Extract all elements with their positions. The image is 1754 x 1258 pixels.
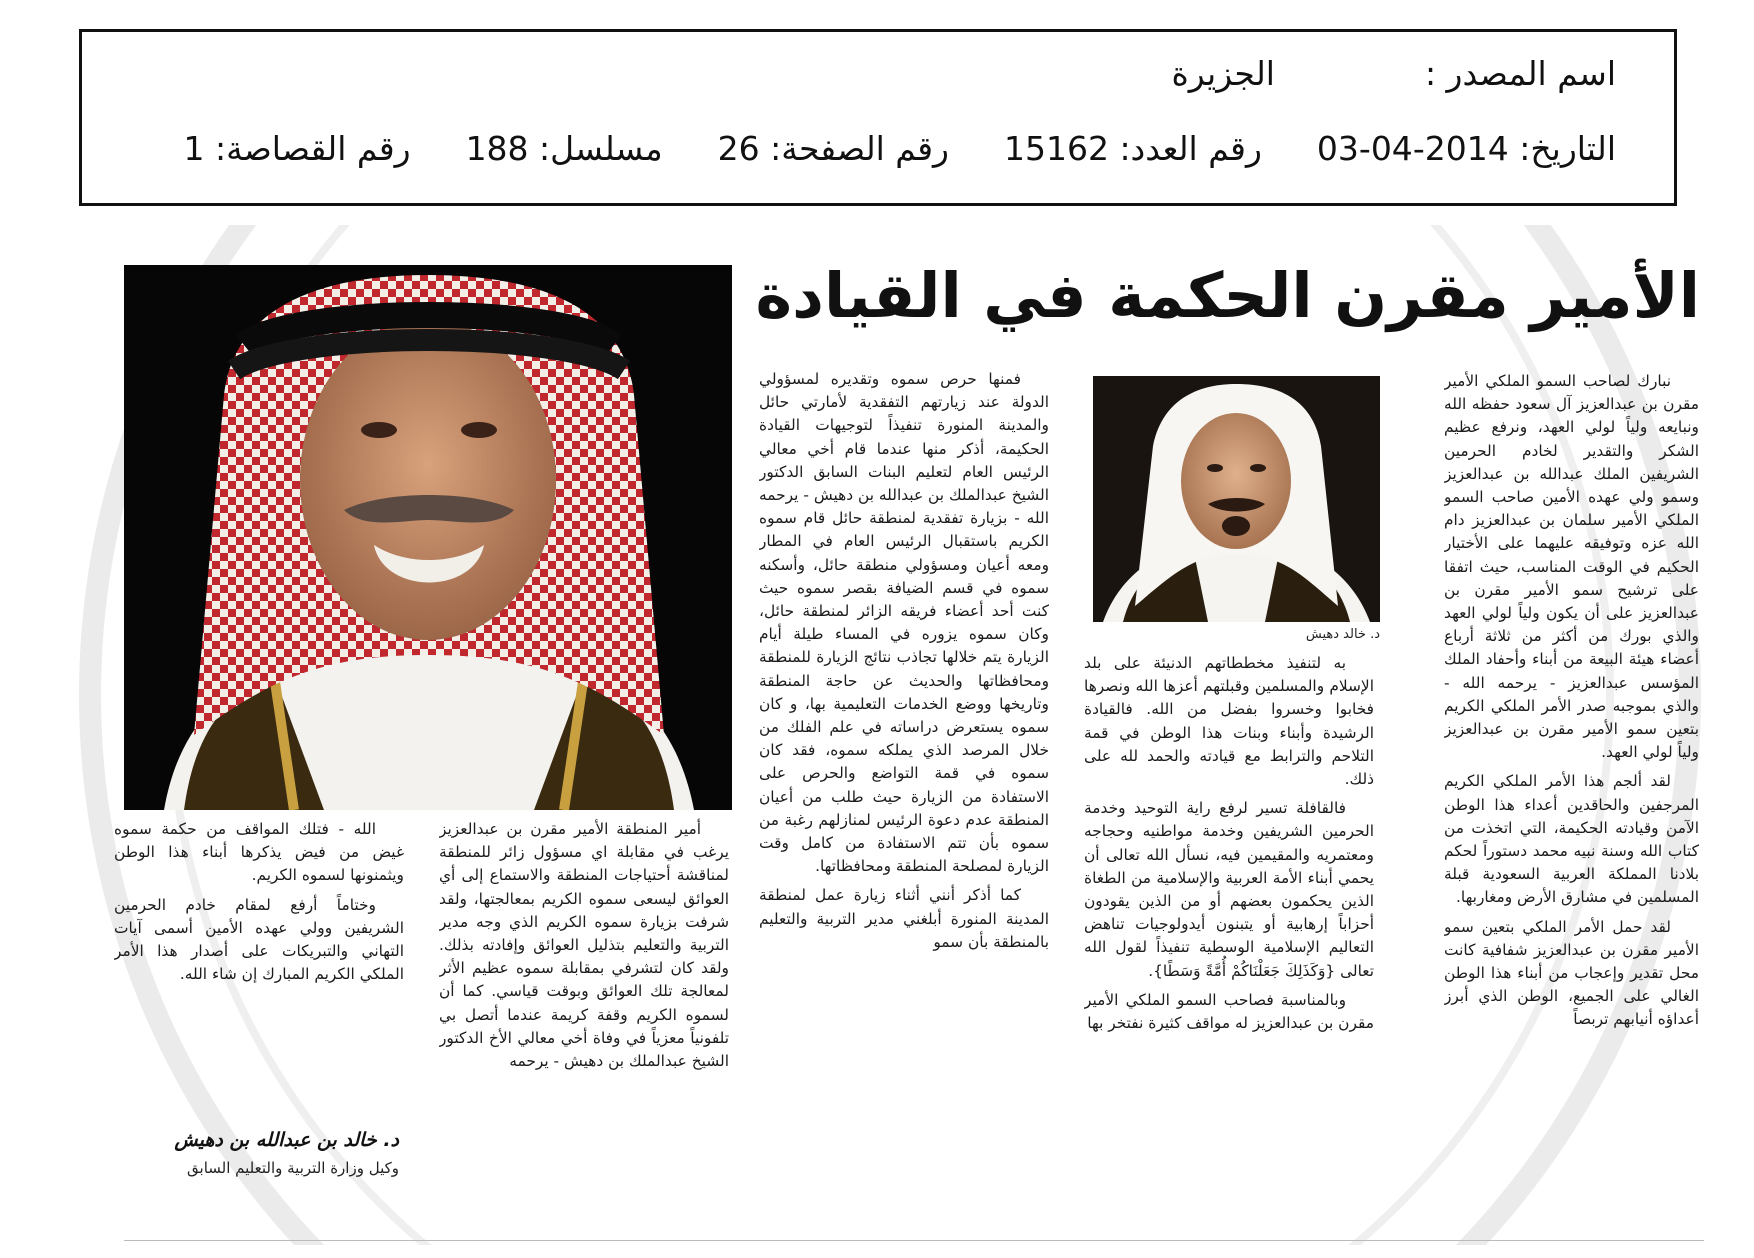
portrait-icon [124,265,732,810]
date-field: التاريخ: 2014-04-03 [1316,129,1616,168]
article-column-2 [1084,652,1374,1248]
source-row [1172,54,1616,93]
paragraph: أمير المنطقة الأمير مقرن بن عبدالعزيز يرغب في مقابلة اي مسؤول زائر للمنطقة لمناقشة أحتياجات المنطقة والاستماع إلى أي العوائق ليسعى سموه الكريم بمعالجتها، ولقد شرفت بزيارة سموه الكريم الذي وجه مدير التربية والتعليم بتذليل العوائق وإفادته بذلك. ولقد كان لتشرفي بمقابلة سموه عظيم الأثر لمعالجة تلك العوائق وبوقت قياسي. كما أن لسموه الكريم وقفة كريمة عندما أتصل بي تلفونياً معزياً في وفاة أخي معالي الأخ الدكتور الشيخ عبدالملك بن دهيش - يرحمه [439,820,729,1071]
portrait-photo-main [124,265,732,810]
article-column-1 [1444,370,1699,1248]
paragraph: الله - فتلك المواقف من حكمة سموه غيض من فيض يذكرها أبناء هذا الوطن ويثمنونها لسموه الكريم. [114,820,404,885]
paragraph: كما أذكر أنني أثناء زيارة عمل لمنطقة المدينة المنورة أبلغني مدير التربية والتعليم بالمنطقة بأن سمو [759,886,1049,951]
article-column-4 [439,818,729,1248]
bottom-divider [124,1240,1704,1241]
paragraph: فمنها حرص سموه وتقديره لمسؤولي الدولة عند زيارتهم التفقدية لأمارتي حائل والمدينة المنورة تنفيذاً لتوجيهات القيادة الحكيمة، أذكر منها عندما قام أخي معالي الرئيس العام لتعليم البنات السابق الدكتور الشيخ عبدالملك بن عبدالله بن دهيش - يرحمه الله - بزيارة تفقدية لمنطقة حائل قام سموه الكريم باستقبال الرئيس العام في المطار ومعه أعيان ومسؤولي منطقة حائل، وأسكنه سموه في قسم الضيافة بقصر سموه حيث كنت أحد أعضاء فريقه الزائر لمنطقة حائل، وكان سموه يزوره في المساء طيلة أيام الزيارة يتم خلالها تجاذب نتائج الزيارة للمنطقة ومحافظاتها والحديث عن حاجة المنطقة وتاريخها ووضع الخدمات التعليمية بها، و كان سموه يستعرض دراساته في علم الفلك من خلال المرصد الذي يملكه سموه، فقد كان سموه في قمة التواضع والحرص على الاستفادة من الزيارة حيث طلب من أعيان المنطقة عدم دعوة الرئيس لمنازلهم رغبة من سموه بأن تتم الاستفادة من كامل وقت الزيارة لمصلحة المنطقة ومحافظاتها. [759,370,1049,876]
photo-caption: د. خالد دهيش [1305,627,1380,642]
source-label: اسم المصدر : [1424,54,1616,93]
serial-field: مسلسل: 188 [465,129,663,168]
issue-field: رقم العدد: 15162 [1003,129,1262,168]
paragraph: وختاماً أرفع لمقام خادم الحرمين الشريفين وولي عهده الأمين أسمى آيات التهاني والتبريكات على أصدار هذا الأمر الملكي الكريم المبارك إن شاء الله. [114,895,404,984]
article-column-3 [759,368,1049,1248]
paragraph: نبارك لصاحب السمو الملكي الأمير مقرن بن عبدالعزيز آل سعود حفظه الله ونبايعه ولياً لولي العهد، ونرفع عظيم الشكر والتقدير لخادم الحرمين الشريفين الملك عبدالله بن عبدالعزيز وسمو ولي عهده الأمين صاحب السمو الملكي الأمير سلمان بن عبدالعزيز دام الله عزه وتوفيقه عليهما على الأختيار الحكيم في الوقت المناسب، حيث اتفقا على ترشيح سمو الأمير مقرن بن عبدالعزيز على أن يكون ولياً لولي العهد والذي بورك من أكثر من ثلاثة أرباع أعضاء هيئة البيعة من أبناء وأحفاد الملك المؤسس عبدالعزيز - يرحمه الله - والذي بموجبه صدر الأمر الملكي الكريم بتعين سمو الأمير مقرن بن عبدالعزيز ولياً لولي العهد. [1444,372,1699,762]
article-column-5 [114,818,404,1158]
article-headline: الأمير مقرن الحكمة في القيادة [755,259,1700,332]
paragraph: فالقافلة تسير لرفع راية التوحيد وخدمة الحرمين الشريفين وخدمة مواطنيه وحجاجه ومعتمريه والمقيمين فيه، نسأل الله تعالى أن يحمي أبناء الأمة العربية والإسلامية من الطغاة الذين يحكمون بعضهم أو من الذين يقودون أحزاباً إرهابية أو يتبنون أيدولوجيات تناهض التعاليم الإسلامية الوسطية تنفيذاً لقول الله تعالى {وَكَذَلِكَ جَعَلْنَاكُمْ أُمَّةً وَسَطًا}. [1084,799,1374,980]
page-field: رقم الصفحة: 26 [717,129,949,168]
clipping-metadata-box [79,29,1677,206]
author-signature [109,1127,399,1179]
portrait-photo-author [1093,376,1380,622]
details-row [183,129,1616,168]
author-name: د. خالد بن عبدالله بن دهيش [174,1129,399,1151]
clip-field: رقم القصاصة: 1 [183,129,411,168]
paragraph: لقد ألجم هذا الأمر الملكي الكريم المرجفين والحاقدين أعداء هذا الوطن الآمن وقيادته الحكيمة، التي اتخذت من كتاب الله وسنة نبيه محمد دستوراً لحكم بلادنا المملكة العربية السعودية قبلة المسلمين في مشارق الأرض ومغاربها. [1444,772,1699,907]
paragraph: به لتنفيذ مخططاتهم الدنيئة على بلد الإسلام والمسلمين وقبلتهم أعزها الله ونصرها فخابوا وخسروا بفضل من الله. فالقيادة الرشيدة وأبناء وبنات هذا الوطن في قمة التلاحم والترابط مع قيادته والحمد لله على ذلك. [1084,654,1374,789]
paragraph: لقد حمل الأمر الملكي بتعين سمو الأمير مقرن بن عبدالعزيز شفافية كانت محل تقدير وإعجاب من أبناء هذا الوطن الغالي على الجميع، الوطن الذي أبرز أعداؤه أنيابهم تربصاً [1444,917,1699,1029]
paragraph: وبالمناسبة فصاحب السمو الملكي الأمير مقرن بن عبدالعزيز له مواقف كثيرة نفتخر بها [1084,990,1374,1033]
author-title: وكيل وزارة التربية والتعليم السابق [187,1159,399,1177]
portrait-icon [1093,376,1380,622]
source-value: الجزيرة [1171,54,1275,93]
